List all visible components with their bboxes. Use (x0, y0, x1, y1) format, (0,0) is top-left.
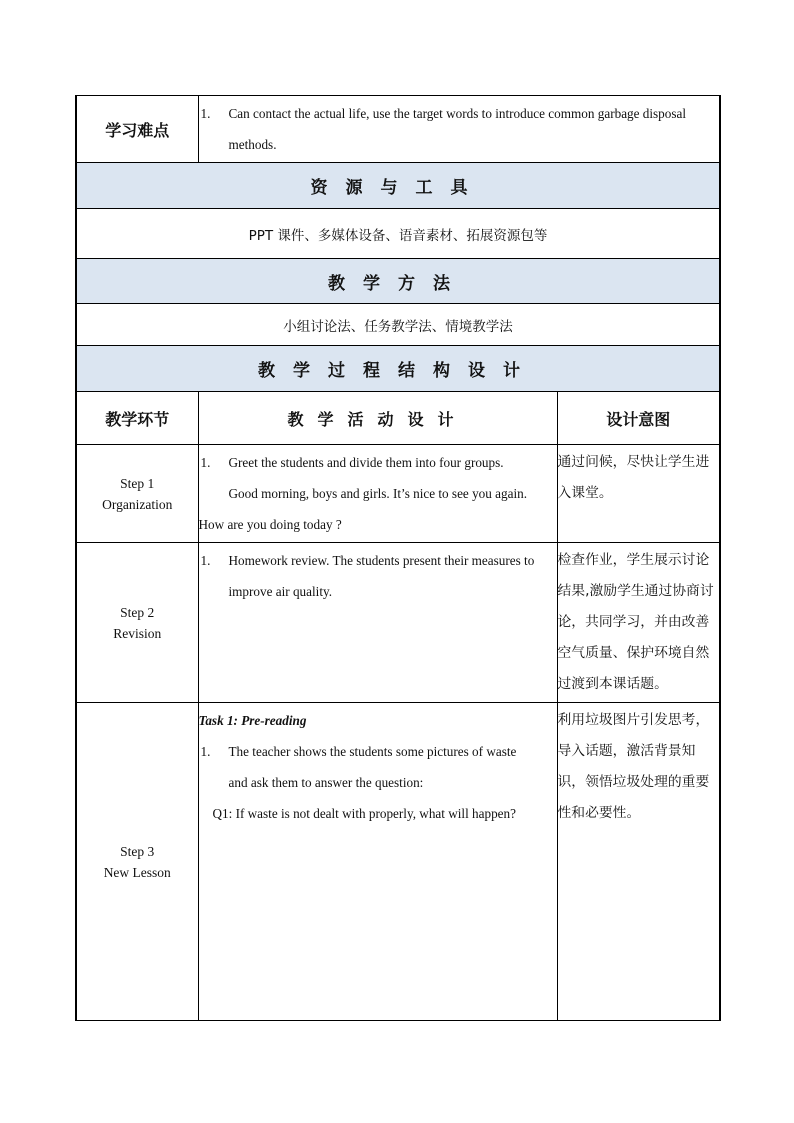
difficulty-text-line2: methods. (228, 137, 277, 152)
activity-line1: Homework review. The students present their measures to (228, 553, 535, 568)
activity-line1: Greet the students and divide them into four groups. (228, 455, 504, 470)
resources-content-row (76, 209, 720, 259)
difficulty-text-line1: Can contact the actual life, use the target words to introduce common garbage disposal (228, 106, 687, 121)
step-name: Organization (102, 496, 173, 512)
step-number: Step 1 (120, 475, 155, 491)
step-intent: 利用垃圾图片引发思考，导入话题，激活背景知识，领悟垃圾处理的重要性和必要性。 (557, 703, 720, 1021)
methods-content-row (76, 304, 720, 346)
step-number: Step 3 (120, 843, 155, 859)
difficulty-row (76, 96, 720, 163)
activity-line2: and ask them to answer the question: (228, 775, 424, 790)
resources-header: 资源与工具 (76, 163, 720, 209)
resources-header-row (76, 163, 720, 209)
step-activity (198, 703, 557, 1021)
difficulty-label: 学习难点 (76, 96, 198, 163)
activity-num: 1. (200, 744, 211, 759)
step-intent: 通过问候，尽快让学生进入课堂。 (557, 445, 720, 543)
column-header-row (76, 392, 720, 445)
activity-line2: improve air quality. (228, 584, 333, 599)
activity-num: 1. (200, 455, 211, 470)
activity-line2: Good morning, boys and girls. It’s nice to see you again. (228, 486, 528, 501)
step-name: Revision (113, 625, 162, 641)
step-row (76, 703, 720, 1021)
resources-content: PPT 课件、多媒体设备、语音素材、拓展资源包等 (76, 209, 720, 259)
process-header-row (76, 346, 720, 392)
col-header-activity: 教学活动设计 (198, 392, 557, 445)
step-name: New Lesson (103, 864, 171, 880)
step-intent: 检查作业，学生展示讨论结果,激励学生通过协商讨论，共同学习，并由改善空气质量、保护环境自然过渡到本课话题。 (557, 543, 720, 703)
activity-question: Q1: If waste is not dealt with properly, what will happen? (212, 806, 516, 821)
lesson-plan-table (75, 95, 721, 1021)
methods-header-row (76, 259, 720, 304)
activity-line3: How are you doing today ? (198, 517, 342, 532)
difficulty-content (198, 96, 720, 163)
col-header-intent: 设计意图 (557, 392, 720, 445)
activity-line1: The teacher shows the students some pictures of waste (228, 744, 517, 759)
methods-content: 小组讨论法、任务教学法、情境教学法 (76, 304, 720, 346)
step-row (76, 445, 720, 543)
col-header-step: 教学环节 (76, 392, 198, 445)
activity-num: 1. (200, 553, 211, 568)
step-activity (198, 543, 557, 703)
step-label (76, 703, 198, 1021)
step-label (76, 543, 198, 703)
step-number: Step 2 (120, 604, 155, 620)
process-header: 教学过程结构设计 (76, 346, 720, 392)
step-label (76, 445, 198, 543)
methods-header: 教学方法 (76, 259, 720, 304)
task-title: Task 1: Pre-reading (198, 713, 307, 728)
step-activity (198, 445, 557, 543)
difficulty-num: 1. (200, 106, 211, 121)
step-row (76, 543, 720, 703)
